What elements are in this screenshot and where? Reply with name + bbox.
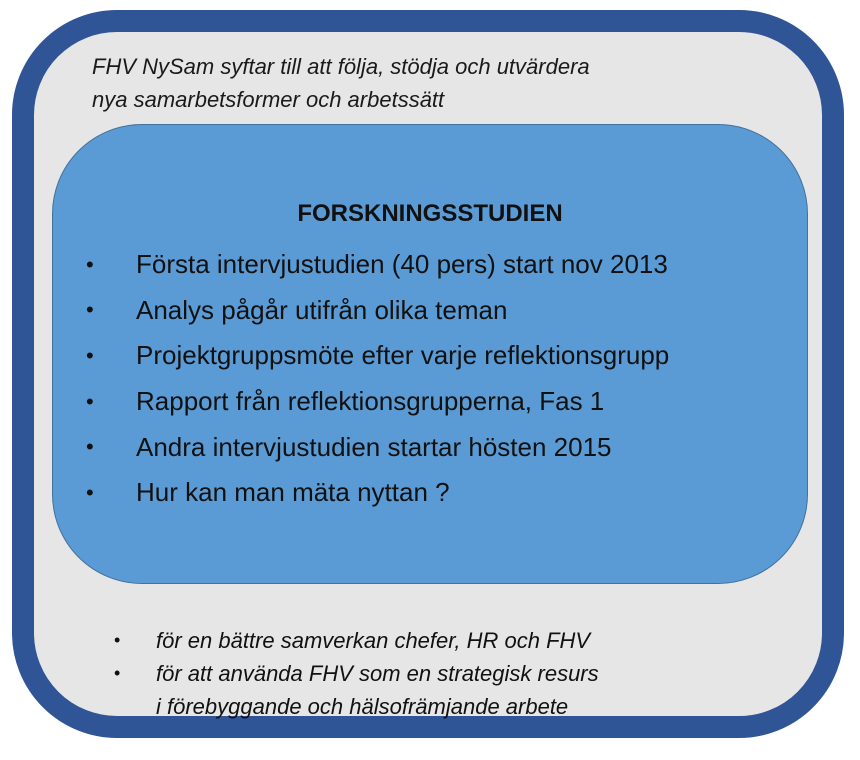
study-list-item	[86, 379, 669, 425]
intro-line-1: FHV NySam syftar till att följa, stödja och utvärdera	[92, 54, 590, 79]
study-list-item	[86, 242, 669, 288]
bullet-icon: •	[86, 479, 94, 505]
study-list-item	[86, 333, 669, 379]
research-study-title: FORSKNINGSSTUDIEN	[297, 200, 563, 227]
goal-item-text: för att använda FHV som en strategisk resurs	[156, 661, 599, 686]
bullet-icon: •	[86, 297, 94, 323]
bullet-icon: •	[114, 663, 121, 683]
study-item-text: Hur kan man mäta nyttan ?	[136, 477, 450, 508]
study-item-text: Projektgruppsmöte efter varje reflektionsgrupp	[136, 340, 670, 371]
bullet-icon: •	[86, 251, 94, 277]
goal-item-text: för en bättre samverkan chefer, HR och FHV	[156, 628, 591, 653]
bullet-icon: •	[86, 388, 94, 414]
study-list-item	[86, 424, 669, 470]
goal-list	[114, 624, 599, 723]
study-list-item	[86, 470, 669, 516]
intro-line-2: nya samarbetsformer och arbetssätt	[92, 87, 445, 112]
study-item-text: Första intervjustudien (40 pers) start nov 2013	[136, 249, 668, 280]
study-item-text: Analys pågår utifrån olika teman	[136, 294, 508, 325]
goal-list-item	[114, 657, 599, 690]
study-item-text: Andra intervjustudien startar hösten 2015	[136, 431, 612, 462]
bullet-icon: •	[86, 434, 94, 460]
goal-item-text: i förebyggande och hälsofrämjande arbete	[156, 694, 569, 719]
intro-text	[92, 50, 732, 116]
bullet-icon: •	[114, 630, 121, 650]
research-study-list	[86, 242, 669, 516]
bullet-icon: •	[86, 342, 94, 368]
goal-list-item-continuation	[114, 690, 599, 723]
study-item-text: Rapport från reflektionsgrupperna, Fas 1	[136, 386, 605, 417]
study-list-item	[86, 288, 669, 334]
goal-list-item	[114, 624, 599, 657]
